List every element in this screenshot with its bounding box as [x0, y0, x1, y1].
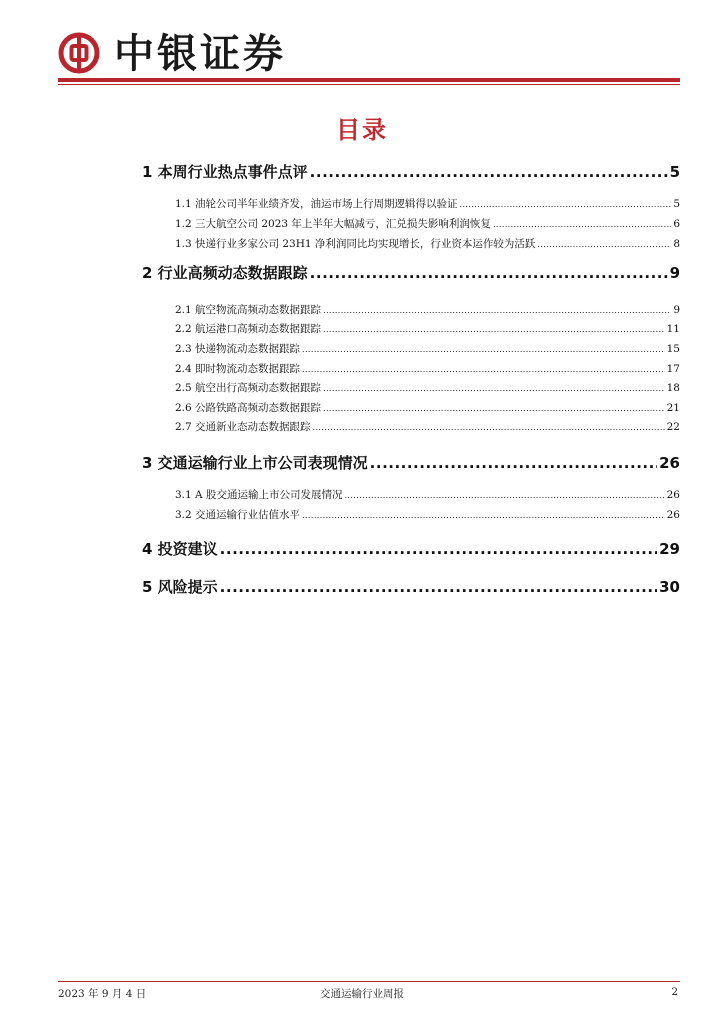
toc-entry-page: 8 — [673, 238, 680, 250]
toc-entry-page: 11 — [666, 323, 680, 335]
toc-entry-page: 22 — [666, 421, 680, 433]
toc-entry-page: 26 — [666, 489, 680, 501]
toc-leader-dots — [313, 423, 665, 432]
toc-entry-subsection[interactable] — [175, 487, 680, 502]
toc-leader-dots — [493, 220, 671, 229]
toc-leader-dots — [323, 306, 671, 315]
toc-leader-dots — [220, 578, 657, 596]
toc-entry-page: 21 — [666, 402, 680, 414]
brand-name: 中银证券 — [114, 31, 286, 77]
toc-entry-subsection[interactable] — [175, 216, 680, 231]
toc-entry-title: 1.3 快递行业多家公司 23H1 净利润同比均实现增长，行业资本运作较为活跃 — [175, 238, 536, 250]
footer-page-number: 2 — [671, 986, 678, 998]
toc-entry-section[interactable] — [142, 452, 680, 473]
toc-leader-dots — [220, 540, 657, 558]
toc-entry-title: 3.2 交通运输行业估值水平 — [175, 509, 301, 521]
toc-entry-title: 3 交通运输行业上市公司表现情况 — [142, 454, 368, 472]
toc-entry-page: 26 — [659, 454, 680, 472]
toc-entry-subsection[interactable] — [175, 236, 680, 251]
toc-leader-dots — [344, 491, 664, 500]
toc-entry-title: 2.4 即时物流动态数据跟踪 — [175, 363, 301, 375]
toc-entry-subsection[interactable] — [175, 341, 680, 356]
toc-entry-title: 5 风险提示 — [142, 578, 218, 596]
toc-title: 目录 — [336, 116, 388, 144]
bank-of-china-logo-icon — [58, 32, 100, 74]
page-header — [58, 24, 680, 80]
toc-entry-title: 2.5 航空出行高频动态数据跟踪 — [175, 382, 322, 394]
toc-entry-subsection[interactable] — [175, 380, 680, 395]
toc-leader-dots — [302, 345, 665, 354]
toc-entry-page: 29 — [659, 540, 680, 558]
toc-entry-section[interactable] — [142, 538, 680, 559]
toc-entry-subsection[interactable] — [175, 302, 680, 317]
footer-date: 2023 年 9 月 4 日 — [58, 988, 147, 1000]
toc-entry-subsection[interactable] — [175, 419, 680, 434]
toc-entry-title: 1.2 三大航空公司 2023 年上半年大幅减亏，汇兑损失影响利润恢复 — [175, 218, 491, 230]
header-divider-thin — [58, 84, 680, 85]
toc-entry-page: 5 — [669, 163, 680, 181]
toc-entry-page: 9 — [673, 304, 680, 316]
toc-leader-dots — [310, 163, 668, 181]
toc-entry-page: 5 — [673, 198, 680, 210]
toc-entry-title: 2.6 公路铁路高频动态数据跟踪 — [175, 402, 322, 414]
toc-leader-dots — [370, 454, 657, 472]
toc-entry-page: 30 — [659, 578, 680, 596]
toc-leader-dots — [310, 264, 668, 282]
header-divider — [58, 78, 680, 82]
toc-entry-subsection[interactable] — [175, 196, 680, 211]
footer-report-name: 交通运输行业周报 — [320, 988, 404, 1000]
toc-entry-title: 1 本周行业热点事件点评 — [142, 163, 308, 181]
toc-entry-section[interactable] — [142, 262, 680, 283]
toc-entry-page: 17 — [666, 363, 680, 375]
toc-entry-page: 26 — [666, 509, 680, 521]
toc-entry-page: 9 — [669, 264, 680, 282]
toc-entry-title: 2.3 快递物流动态数据跟踪 — [175, 343, 301, 355]
toc-entry-page: 6 — [673, 218, 680, 230]
toc-leader-dots — [323, 325, 665, 334]
toc-entry-title: 2.1 航空物流高频动态数据跟踪 — [175, 304, 322, 316]
toc-entry-title: 3.1 A 股交通运输上市公司发展情况 — [175, 489, 343, 501]
toc-entry-subsection[interactable] — [175, 400, 680, 415]
toc-leader-dots — [460, 200, 672, 209]
toc-entry-title: 2.7 交通新业态动态数据跟踪 — [175, 421, 311, 433]
toc-leader-dots — [302, 511, 665, 520]
toc-leader-dots — [323, 404, 665, 413]
toc-leader-dots — [537, 240, 671, 249]
toc-entry-section[interactable] — [142, 576, 680, 597]
footer-divider — [58, 981, 680, 982]
toc-entry-title: 4 投资建议 — [142, 540, 218, 558]
toc-entry-subsection[interactable] — [175, 321, 680, 336]
toc-entry-title: 2.2 航运港口高频动态数据跟踪 — [175, 323, 322, 335]
toc-entry-section[interactable] — [142, 161, 680, 182]
toc-leader-dots — [302, 365, 665, 374]
toc-leader-dots — [323, 384, 665, 393]
toc-entry-title: 2 行业高频动态数据跟踪 — [142, 264, 308, 282]
toc-entry-title: 1.1 油轮公司半年业绩齐发，油运市场上行周期逻辑得以验证 — [175, 198, 458, 210]
toc-entry-subsection[interactable] — [175, 507, 680, 522]
toc-entry-subsection[interactable] — [175, 361, 680, 376]
toc-entry-page: 18 — [666, 382, 680, 394]
toc-entry-page: 15 — [666, 343, 680, 355]
